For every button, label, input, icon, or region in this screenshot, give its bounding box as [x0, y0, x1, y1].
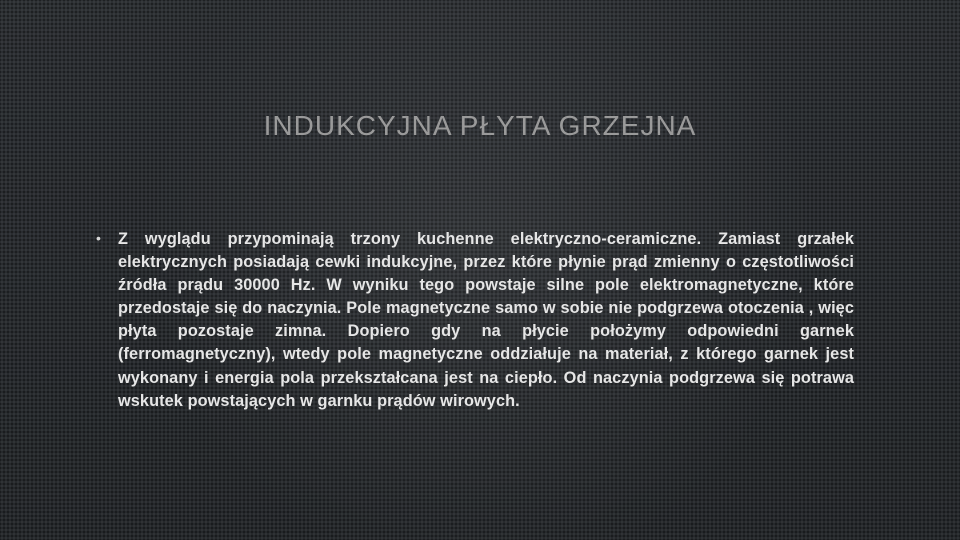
bullet-text: Z wyglądu przypominają trzony kuchenne elektryczno-ceramiczne. Zamiast grzałek elektrycznych posiadają cewki indukcyjne, przez które płynie prąd zmienny o częstotliwości źródła prądu 30000 Hz. W wyniku tego powstaje silne pole elektromagnetyczne, które przedostaje się do naczynia. Pole magnetyczne samo w sobie nie podgrzewa otoczenia , więc płyta pozostaje zimna. Dopiero gdy na płycie położymy odpowiedni garnek (ferromagnetyczny), wtedy pole magnetyczne oddziałuje na materiał, z którego garnek jest wykonany i energia pola przekształcana jest na ciepło. Od naczynia podgrzewa się potrawa wskutek powstających w garnku prądów wirowych.	[118, 230, 854, 410]
bullet-icon: •	[96, 230, 101, 246]
slide-title: INDUKCYJNA PŁYTA GRZEJNA	[263, 110, 697, 141]
slide-content	[96, 228, 854, 413]
bullet-item	[96, 228, 854, 413]
